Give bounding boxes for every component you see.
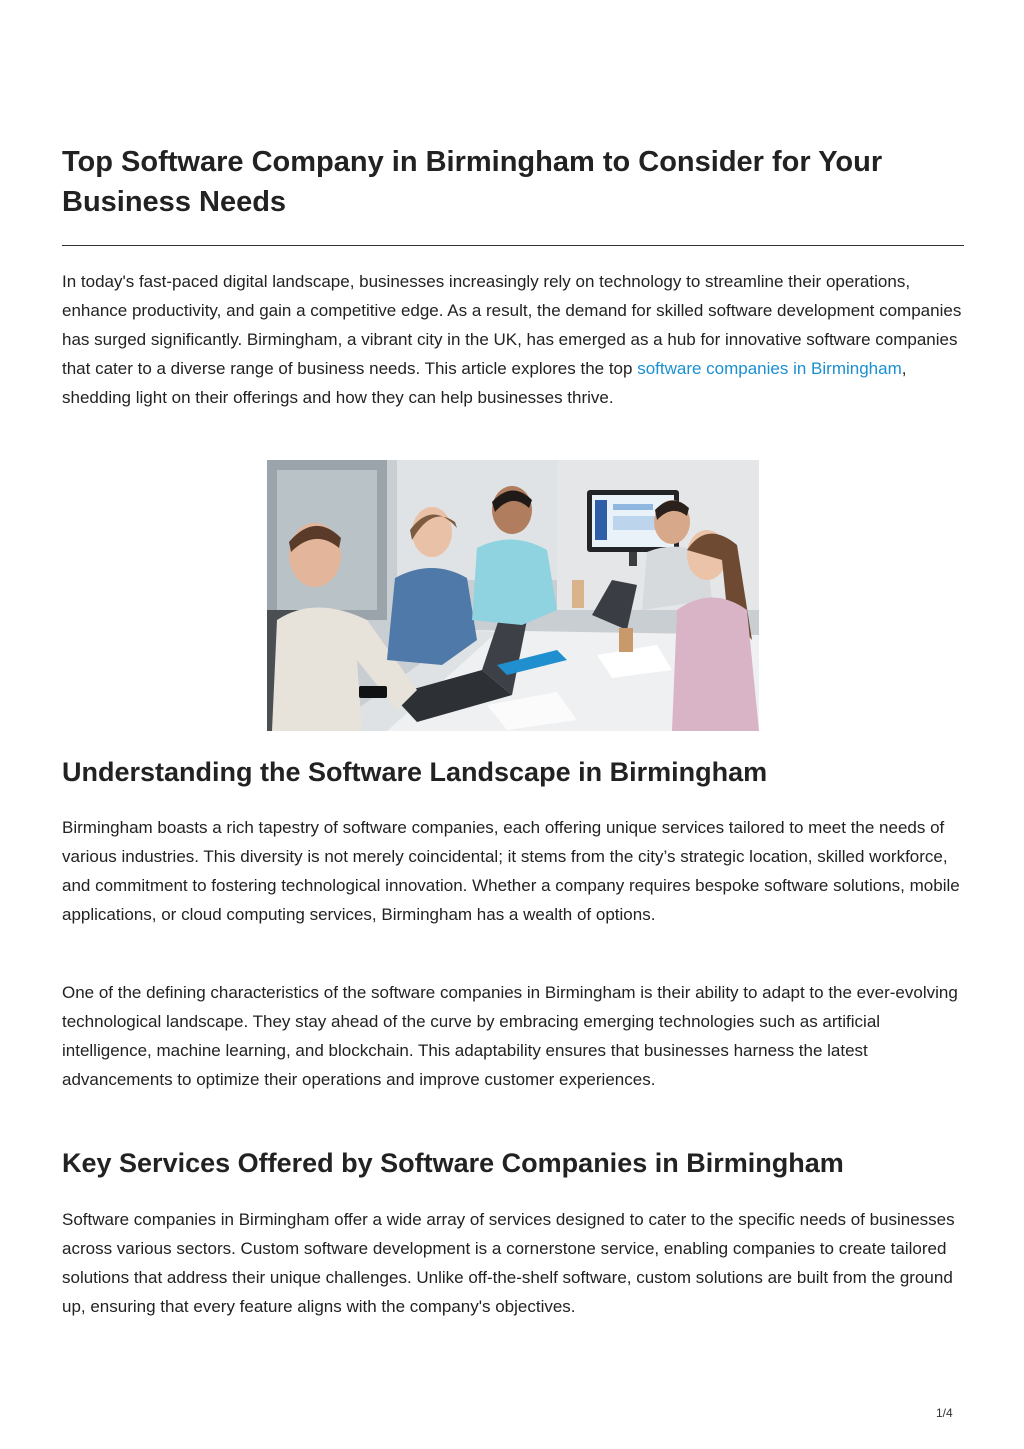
- office-team-photo: [267, 460, 759, 731]
- services-paragraph-1: Software companies in Birmingham offer a wide array of services designed to cater to the specific needs of businesses across various sectors. Custom software development is a cornerstone service, enabling companies to create tailored solutions that address their unique challenges. Unlike off-the-shelf software, custom solutions are built from the ground up, ensuring that every feature aligns with the company's objectives.: [62, 1210, 955, 1316]
- software-companies-link[interactable]: software companies in Birmingham: [637, 359, 902, 378]
- intro-paragraph: [62, 267, 964, 412]
- page-title: Top Software Company in Birmingham to Consider for Your Business Needs: [62, 146, 883, 218]
- intro-text-start: In today's fast-paced digital landscape, businesses increasingly rely on technology to streamline their operations, enhance productivity, and gain a competitive edge. As a result, the demand for skilled software development companies has surged significantly. Birmingham, a vibrant city in the UK, has emerged as a hub for innovative software companies that cater to a diverse range of business needs. This article explores the top: [62, 272, 962, 378]
- landscape-paragraph-1: Birmingham boasts a rich tapestry of software companies, each offering unique services tailored to meet the needs of various industries. This diversity is not merely coincidental; it stems from the city’s strategic location, skilled workforce, and commitment to fostering technological innovation. Whether a company requires bespoke software solutions, mobile applications, or cloud computing services, Birmingham has a wealth of options.: [62, 818, 960, 924]
- intro-text-end: , shedding light on their offerings and how they can help businesses thrive.: [62, 359, 907, 407]
- section-heading-landscape: Understanding the Software Landscape in Birmingham: [62, 757, 768, 787]
- title-divider: [62, 245, 964, 246]
- landscape-paragraph-2: One of the defining characteristics of the software companies in Birmingham is their ability to adapt to the ever-evolving technological landscape. They stay ahead of the curve by embracing emerging technologies such as artificial intelligence, machine learning, and blockchain. This adaptability ensures that businesses harness the latest advancements to optimize their operations and improve customer experiences.: [62, 983, 958, 1089]
- section-heading-services: Key Services Offered by Software Companies in Birmingham: [62, 1148, 844, 1178]
- page-number: 1/4: [936, 1406, 953, 1420]
